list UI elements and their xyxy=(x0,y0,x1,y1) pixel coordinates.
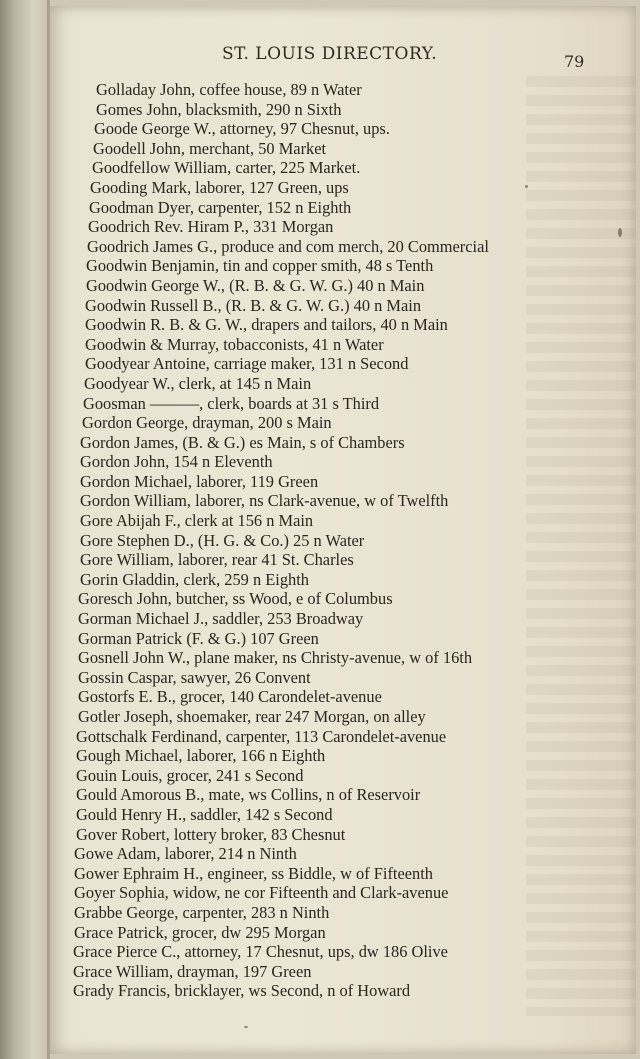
ink-speck xyxy=(525,185,528,188)
ink-speck xyxy=(244,1026,248,1028)
directory-entry: Gordon Michael, laborer, 119 Green xyxy=(80,471,319,491)
directory-entries xyxy=(72,80,572,1001)
directory-entry: Gomes John, blacksmith, 290 n Sixth xyxy=(96,99,342,119)
directory-entry: Goodwin & Murray, tobacconists, 41 n Water xyxy=(85,334,384,354)
ink-smudge xyxy=(618,228,622,237)
directory-entry: Goodrich Rev. Hiram P., 331 Morgan xyxy=(88,217,334,237)
directory-entry: Grady Francis, bricklayer, ws Second, n of Howard xyxy=(73,981,411,1001)
directory-entry: Gower Ephraim H., engineer, ss Biddle, w of Fifteenth xyxy=(74,863,433,883)
directory-entry: Gordon George, drayman, 200 s Main xyxy=(82,413,332,433)
directory-entry: Grace Patrick, grocer, dw 295 Morgan xyxy=(74,922,326,942)
directory-entry: Goodrich James G., produce and com merch, 20 Commercial xyxy=(87,236,489,256)
directory-entry: Goyer Sophia, widow, ne cor Fifteenth and Clark-avenue xyxy=(74,883,449,903)
directory-entry: Gorman Michael J., saddler, 253 Broadway xyxy=(78,609,364,629)
directory-entry: Goode George W., attorney, 97 Chesnut, ups. xyxy=(94,119,390,139)
directory-entry: Gough Michael, laborer, 166 n Eighth xyxy=(76,746,326,766)
directory-entry: Goodwin George W., (R. B. & G. W. G.) 40 n Main xyxy=(86,275,425,295)
directory-entry: Gosnell John W., plane maker, ns Christy-avenue, w of 16th xyxy=(78,648,473,668)
directory-entry: Goodman Dyer, carpenter, 152 n Eighth xyxy=(89,197,352,217)
directory-entry: Grace William, drayman, 197 Green xyxy=(73,961,312,981)
directory-entry: Gore Stephen D., (H. G. & Co.) 25 n Water xyxy=(80,530,365,550)
directory-entry: Goodwin Benjamin, tin and copper smith, 48 s Tenth xyxy=(86,256,434,276)
directory-entry: Goodwin R. B. & G. W., drapers and tailors, 40 n Main xyxy=(85,315,448,335)
directory-entry: Gowe Adam, laborer, 214 n Ninth xyxy=(74,844,297,864)
directory-entry: Gooding Mark, laborer, 127 Green, ups xyxy=(90,177,349,197)
directory-entry: Gottschalk Ferdinand, carpenter, 113 Carondelet-avenue xyxy=(76,726,447,746)
directory-entry: Gordon William, laborer, ns Clark-avenue, w of Twelfth xyxy=(80,491,449,511)
directory-entry: Gorin Gladdin, clerk, 259 n Eighth xyxy=(80,569,309,589)
book-binding xyxy=(0,0,48,1059)
directory-entry: Gouin Louis, grocer, 241 s Second xyxy=(76,765,304,785)
directory-entry: Golladay John, coffee house, 89 n Water xyxy=(96,80,362,99)
directory-entry: Goodell John, merchant, 50 Market xyxy=(93,138,327,158)
directory-entry: Goosman ———, clerk, boards at 31 s Third xyxy=(83,393,380,413)
directory-entry: Goodyear W., clerk, at 145 n Main xyxy=(84,373,312,393)
directory-entry: Grabbe George, carpenter, 283 n Ninth xyxy=(74,902,330,922)
directory-entry: Grace Pierce C., attorney, 17 Chesnut, ups, dw 186 Olive xyxy=(73,942,448,962)
directory-entry: Gossin Caspar, sawyer, 26 Convent xyxy=(78,667,311,687)
directory-entry: Goodyear Antoine, carriage maker, 131 n Second xyxy=(85,354,409,374)
directory-entry: Gould Henry H., saddler, 142 s Second xyxy=(76,804,333,824)
directory-entry: Gorman Patrick (F. & G.) 107 Green xyxy=(78,628,319,648)
directory-entry: Gover Robert, lottery broker, 83 Chesnut xyxy=(76,824,346,844)
directory-entry: Goodfellow William, carter, 225 Market. xyxy=(92,158,361,178)
page-number: 79 xyxy=(564,52,585,71)
directory-entry: Goodwin Russell B., (R. B. & G. W. G.) 40 n Main xyxy=(85,295,422,315)
directory-entry: Gostorfs E. B., grocer, 140 Carondelet-avenue xyxy=(78,687,382,707)
directory-entry: Gordon James, (B. & G.) es Main, s of Chambers xyxy=(80,432,405,452)
directory-entry: Gould Amorous B., mate, ws Collins, n of Reservoir xyxy=(76,785,421,805)
directory-entry: Goresch John, butcher, ss Wood, e of Columbus xyxy=(78,589,393,609)
directory-entry: Gordon John, 154 n Eleventh xyxy=(80,452,273,472)
directory-entry: Gore William, laborer, rear 41 St. Charles xyxy=(80,550,354,570)
running-head: ST. LOUIS DIRECTORY. xyxy=(222,44,438,64)
directory-entry: Gore Abijah F., clerk at 156 n Main xyxy=(80,511,314,531)
directory-entry: Gotler Joseph, shoemaker, rear 247 Morgan, on alley xyxy=(78,707,426,726)
